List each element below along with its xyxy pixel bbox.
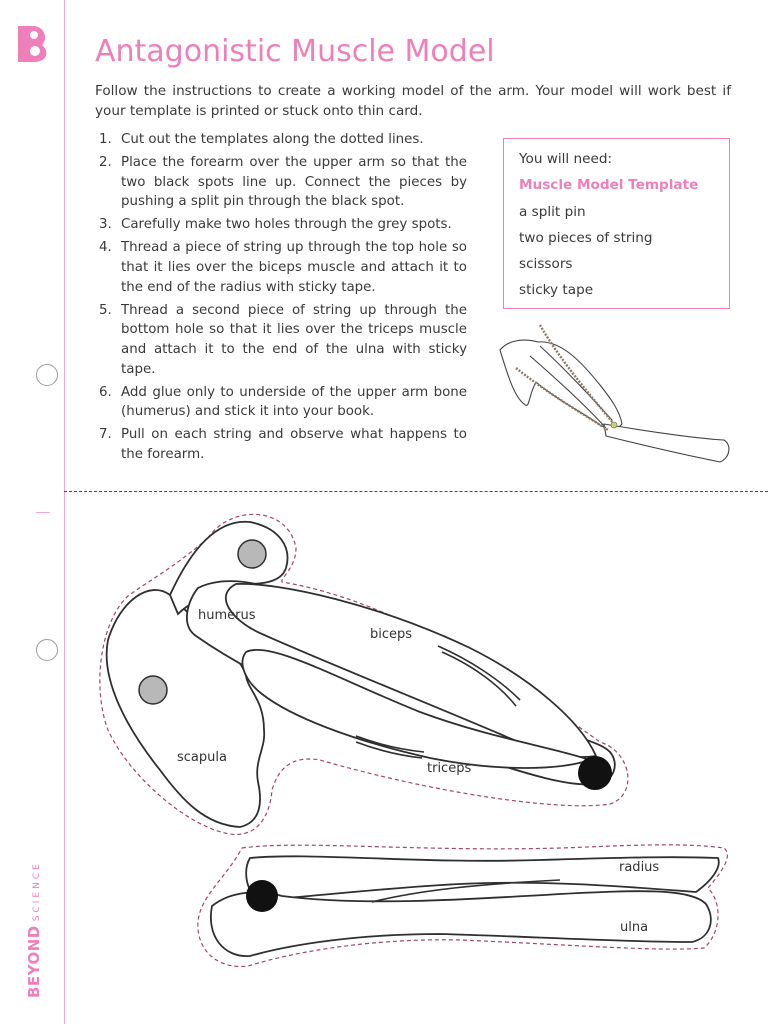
- brand-primary: BEYOND: [25, 925, 43, 998]
- black-spot-elbow: [578, 756, 612, 790]
- materials-item: two pieces of string: [519, 229, 653, 246]
- label-radius: radius: [619, 860, 660, 875]
- label-triceps: triceps: [427, 761, 472, 776]
- instruction-step: 2. Place the forearm over the upper arm so that the two black spots line up. Connect the pieces by pushing a split pin through the black spot.: [99, 155, 467, 210]
- intro-text: Follow the instructions to create a working model of the arm. Your model will work best if your template is printed or stuck onto thin card.: [95, 83, 731, 119]
- brand-mark: [24, 861, 43, 998]
- instruction-step: 4. Thread a piece of string up through the top hole so that it lies over the biceps muscle and attach it to the end of the radius with sticky tape.: [99, 240, 467, 295]
- materials-item: scissors: [519, 256, 573, 273]
- instruction-step: 6. Add glue only to underside of the upper arm bone (humerus) and stick it into your book.: [99, 384, 467, 420]
- brand-secondary: SCIENCE: [32, 861, 42, 922]
- instruction-step: 7. Pull on each string and observe what happens to the forearm.: [99, 427, 467, 462]
- materials-item: a split pin: [519, 203, 586, 220]
- grey-spot-top: [238, 540, 266, 568]
- black-spot-forearm: [246, 880, 278, 912]
- label-biceps: biceps: [370, 627, 413, 642]
- grey-spot-bottom: [139, 676, 167, 704]
- page-title: Antagonistic Muscle Model: [95, 34, 495, 69]
- materials-item: sticky tape: [519, 282, 594, 299]
- instruction-step: 3. Carefully make two holes through the grey spots.: [99, 217, 452, 233]
- instruction-step: 1. Cut out the templates along the dotted lines.: [99, 132, 424, 147]
- materials-heading: You will need:: [519, 151, 613, 167]
- materials-item-template: Muscle Model Template: [519, 177, 699, 194]
- label-scapula: scapula: [177, 750, 227, 765]
- instruction-step: 5. Thread a second piece of string up through the bottom hole so that it lies over the triceps muscle and attach it to the end of the ulna with sticky tape.: [99, 302, 467, 377]
- label-humerus: humerus: [198, 608, 256, 623]
- label-ulna: ulna: [620, 920, 649, 935]
